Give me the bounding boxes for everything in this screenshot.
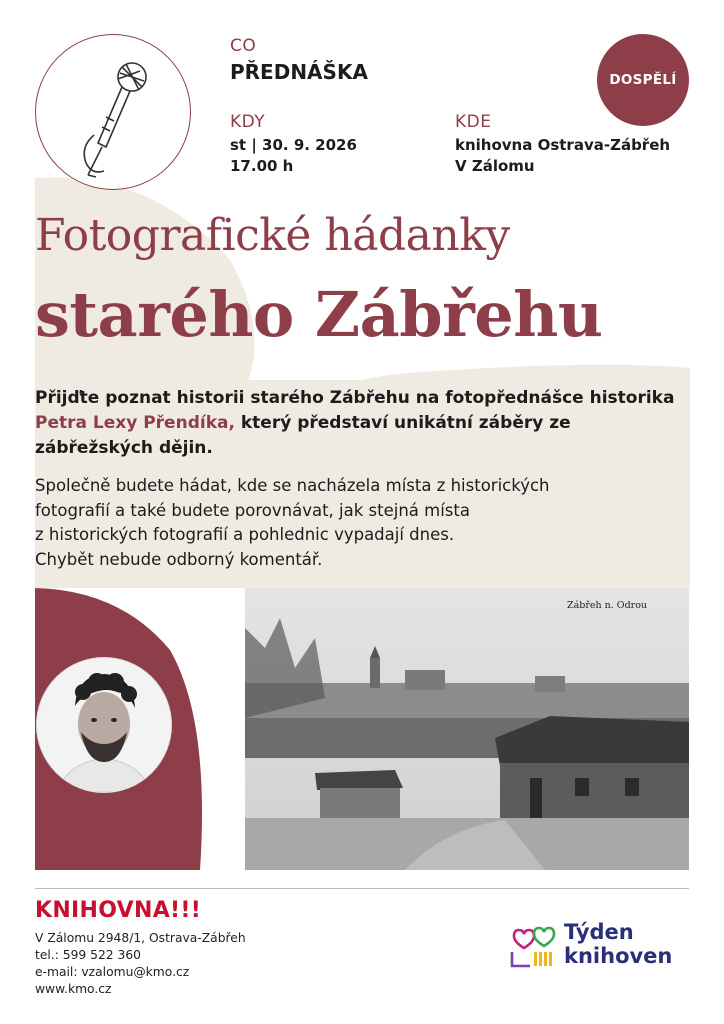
audience-badge: DOSPĚLÍ — [597, 34, 689, 126]
where-line1: knihovna Ostrava-Zábřeh — [455, 136, 671, 154]
footer-email[interactable]: e-mail: vzalomu@kmo.cz — [35, 965, 190, 979]
footer-divider — [35, 888, 689, 889]
description-line2: fotografií a také budete porovnávat, jak stejná místa — [35, 500, 470, 520]
speaker-portrait-illustration — [37, 658, 171, 792]
speaker-name: Petra Lexy Přendíka, — [35, 413, 235, 433]
speaker-portrait — [36, 657, 172, 793]
logo-line1: Týden — [564, 920, 634, 944]
where-line2: V Zálomu — [455, 157, 535, 175]
what-label: CO — [230, 36, 257, 56]
intro-text-1: Přijďte poznat historii starého Zábřehu na fotopřednášce historika — [35, 388, 675, 408]
historical-photo-illustration — [245, 588, 689, 870]
footer-contact — [35, 930, 246, 998]
microphone-badge — [35, 34, 191, 190]
historical-photo — [245, 588, 689, 870]
book-hearts-icon — [506, 922, 556, 972]
photo-caption: Zábřeh n. Odrou — [567, 600, 648, 611]
title-line1: Fotografické hádanky — [35, 210, 510, 261]
description-paragraph — [35, 474, 550, 572]
description-line3: z historických fotografií a pohlednic vypadají dnes. — [35, 525, 455, 544]
tyden-knihoven-logo — [506, 920, 696, 976]
intro-paragraph — [35, 386, 685, 461]
when-date: st | 30. 9. 2026 — [230, 136, 357, 154]
title-line2: starého Zábřehu — [35, 278, 603, 351]
footer-web[interactable]: www.kmo.cz — [35, 982, 112, 996]
when-label: KDY — [230, 112, 266, 132]
footer-phone: tel.: 599 522 360 — [35, 948, 141, 962]
intro-text-2: který představí unikátní záběry ze zábřežských dějin. — [35, 413, 571, 458]
description-line1: Společně budete hádat, kde se nacházela místa z historických — [35, 476, 550, 495]
when-time: 17.00 h — [230, 157, 294, 175]
library-brand: KNIHOVNA!!! — [35, 898, 202, 923]
microphone-icon — [36, 35, 192, 191]
logo-line2: knihoven — [564, 944, 673, 968]
description-line4: Chybět nebude odborný komentář. — [35, 549, 323, 569]
what-value: PŘEDNÁŠKA — [230, 60, 368, 84]
where-label: KDE — [455, 112, 492, 132]
footer-address: V Zálomu 2948/1, Ostrava-Zábřeh — [35, 931, 246, 945]
